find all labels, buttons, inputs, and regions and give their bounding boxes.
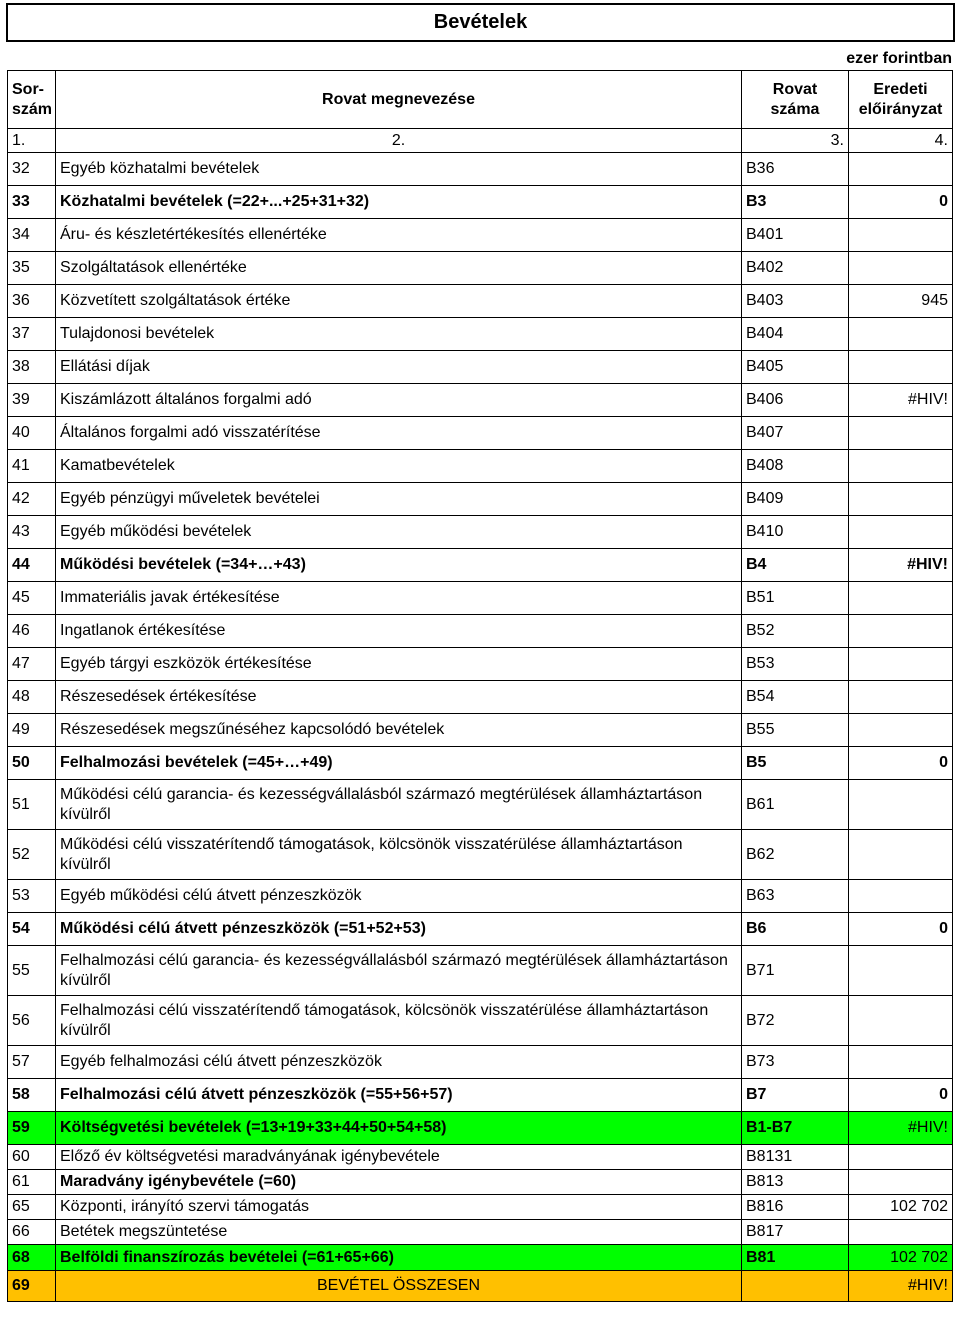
row-name: Működési bevételek (=34+…+43) [56,549,742,582]
row-code: B52 [742,615,849,648]
table-row [8,351,953,384]
row-number: 65 [8,1195,56,1220]
row-name: Maradvány igénybevétele (=60) [56,1170,742,1195]
row-code: B813 [742,1170,849,1195]
table-row [8,186,953,219]
row-name: Egyéb közhatalmi bevételek [56,153,742,186]
table-row [8,1245,953,1271]
row-number: 41 [8,450,56,483]
table-row [8,252,953,285]
row-name: Egyéb működési bevételek [56,516,742,549]
row-code: B6 [742,913,849,946]
row-code: B63 [742,880,849,913]
colnum-3: 3. [742,129,849,153]
row-number: 39 [8,384,56,417]
row-value [849,153,953,186]
row-code: B8131 [742,1145,849,1170]
column-number-row [8,129,953,153]
row-number: 42 [8,483,56,516]
row-number: 33 [8,186,56,219]
row-value: 102 702 [849,1195,953,1220]
row-number: 56 [8,996,56,1046]
row-name: Működési célú garancia- és kezességvállalásból származó megtérülések államháztartáson kívülről [56,780,742,830]
row-code: B4 [742,549,849,582]
table-header-row [8,71,953,129]
row-name: Működési célú átvett pénzeszközök (=51+52+53) [56,913,742,946]
row-number: 45 [8,582,56,615]
row-name: Áru- és készletértékesítés ellenértéke [56,219,742,252]
colnum-4: 4. [849,129,953,153]
table-row [8,714,953,747]
header-eredeti-eloiranyzat: Eredeti előirányzat [849,71,953,129]
table-row [8,996,953,1046]
row-value [849,516,953,549]
row-value: 0 [849,186,953,219]
row-value [849,1170,953,1195]
table-row [8,1220,953,1245]
row-number: 46 [8,615,56,648]
row-value [849,219,953,252]
row-value [849,417,953,450]
row-code: B7 [742,1079,849,1112]
row-value [849,880,953,913]
row-number: 68 [8,1245,56,1271]
table-row [8,450,953,483]
row-value: #HIV! [849,1112,953,1145]
row-number: 52 [8,830,56,880]
row-number: 44 [8,549,56,582]
row-number: 60 [8,1145,56,1170]
row-number: 53 [8,880,56,913]
table-row [8,318,953,351]
row-number: 69 [8,1271,56,1302]
row-name: Részesedések megszűnéséhez kapcsolódó bevételek [56,714,742,747]
row-value [849,648,953,681]
row-code: B405 [742,351,849,384]
row-name: Tulajdonosi bevételek [56,318,742,351]
row-code: B61 [742,780,849,830]
row-name: Betétek megszüntetése [56,1220,742,1245]
table-row [8,1145,953,1170]
table-row [8,830,953,880]
row-name: Előző év költségvetési maradványának igénybevétele [56,1145,742,1170]
row-value: 0 [849,913,953,946]
row-value [849,830,953,880]
row-value [849,1046,953,1079]
row-number: 40 [8,417,56,450]
row-name: Felhalmozási bevételek (=45+…+49) [56,747,742,780]
row-number: 57 [8,1046,56,1079]
row-name: Közvetített szolgáltatások értéke [56,285,742,318]
row-code: B816 [742,1195,849,1220]
colnum-1: 1. [8,129,56,153]
row-code: B1-B7 [742,1112,849,1145]
row-number: 66 [8,1220,56,1245]
row-name: Szolgáltatások ellenértéke [56,252,742,285]
row-value [849,252,953,285]
row-number: 54 [8,913,56,946]
row-code: B36 [742,153,849,186]
table-row [8,219,953,252]
row-name: Felhalmozási célú visszatérítendő támogatások, kölcsönök visszatérülése államháztartáson kívülről [56,996,742,1046]
table-row [8,549,953,582]
row-code: B62 [742,830,849,880]
table-row [8,747,953,780]
revenue-table [7,70,953,1302]
row-code: B73 [742,1046,849,1079]
row-number: 59 [8,1112,56,1145]
row-name: Felhalmozási célú átvett pénzeszközök (=55+56+57) [56,1079,742,1112]
row-code: B55 [742,714,849,747]
row-number: 50 [8,747,56,780]
row-code: B410 [742,516,849,549]
table-row [8,1195,953,1220]
row-name: BEVÉTEL ÖSSZESEN [56,1271,742,1302]
header-rovat-szama: Rovat száma [742,71,849,129]
row-number: 48 [8,681,56,714]
row-name: Egyéb felhalmozási célú átvett pénzeszközök [56,1046,742,1079]
row-code: B71 [742,946,849,996]
row-value [849,1220,953,1245]
row-value [849,318,953,351]
row-code: B817 [742,1220,849,1245]
table-body [8,153,953,1302]
table-row [8,285,953,318]
row-value: #HIV! [849,549,953,582]
row-number: 49 [8,714,56,747]
table-row [8,1271,953,1302]
row-value: 102 702 [849,1245,953,1271]
row-name: Felhalmozási célú garancia- és kezességvállalásból származó megtérülések államháztartáson kívülről [56,946,742,996]
table-row [8,648,953,681]
row-number: 43 [8,516,56,549]
row-number: 55 [8,946,56,996]
table-row [8,1112,953,1145]
row-value [849,615,953,648]
table-row [8,780,953,830]
table-row [8,615,953,648]
row-value: 945 [849,285,953,318]
row-name: Ellátási díjak [56,351,742,384]
row-value [849,996,953,1046]
row-value: #HIV! [849,384,953,417]
row-value [849,780,953,830]
row-name: Általános forgalmi adó visszatérítése [56,417,742,450]
row-code: B403 [742,285,849,318]
table-row [8,681,953,714]
row-value [849,1145,953,1170]
row-code: B409 [742,483,849,516]
colnum-2: 2. [56,129,742,153]
header-sorszam: Sor- szám [8,71,56,129]
table-row [8,880,953,913]
row-code: B407 [742,417,849,450]
row-name: Egyéb tárgyi eszközök értékesítése [56,648,742,681]
table-row [8,1046,953,1079]
page-title: Bevételek [6,3,955,42]
row-number: 37 [8,318,56,351]
row-number: 36 [8,285,56,318]
row-name: Kiszámlázott általános forgalmi adó [56,384,742,417]
table-row [8,153,953,186]
row-value [849,681,953,714]
row-number: 32 [8,153,56,186]
row-name: Kamatbevételek [56,450,742,483]
row-code: B408 [742,450,849,483]
table-row [8,582,953,615]
row-code: B404 [742,318,849,351]
row-code: B54 [742,681,849,714]
row-value [849,714,953,747]
table-row [8,1170,953,1195]
table-row [8,1079,953,1112]
row-code: B406 [742,384,849,417]
row-number: 51 [8,780,56,830]
header-rovat-megnevezese: Rovat megnevezése [56,71,742,129]
row-name: Immateriális javak értékesítése [56,582,742,615]
row-name: Részesedések értékesítése [56,681,742,714]
row-value: 0 [849,747,953,780]
row-name: Működési célú visszatérítendő támogatások, kölcsönök visszatérülése államháztartáson kívülről [56,830,742,880]
row-value [849,946,953,996]
row-code [742,1271,849,1302]
row-code: B51 [742,582,849,615]
row-code: B81 [742,1245,849,1271]
row-name: Egyéb pénzügyi műveletek bevételei [56,483,742,516]
row-name: Központi, irányító szervi támogatás [56,1195,742,1220]
row-value [849,450,953,483]
row-code: B5 [742,747,849,780]
row-name: Közhatalmi bevételek (=22+...+25+31+32) [56,186,742,219]
table-row [8,483,953,516]
row-value [849,483,953,516]
row-name: Egyéb működési célú átvett pénzeszközök [56,880,742,913]
table-row [8,946,953,996]
row-code: B402 [742,252,849,285]
row-number: 47 [8,648,56,681]
row-name: Ingatlanok értékesítése [56,615,742,648]
row-code: B3 [742,186,849,219]
row-code: B53 [742,648,849,681]
row-value [849,582,953,615]
row-name: Költségvetési bevételek (=13+19+33+44+50+54+58) [56,1112,742,1145]
table-row [8,913,953,946]
row-number: 34 [8,219,56,252]
row-number: 35 [8,252,56,285]
row-number: 61 [8,1170,56,1195]
unit-label: ezer forintban [846,50,952,67]
table-row [8,384,953,417]
row-code: B72 [742,996,849,1046]
table-row [8,516,953,549]
row-value [849,351,953,384]
table-row [8,417,953,450]
row-value: 0 [849,1079,953,1112]
row-number: 38 [8,351,56,384]
row-code: B401 [742,219,849,252]
row-value: #HIV! [849,1271,953,1302]
row-name: Belföldi finanszírozás bevételei (=61+65+66) [56,1245,742,1271]
row-number: 58 [8,1079,56,1112]
